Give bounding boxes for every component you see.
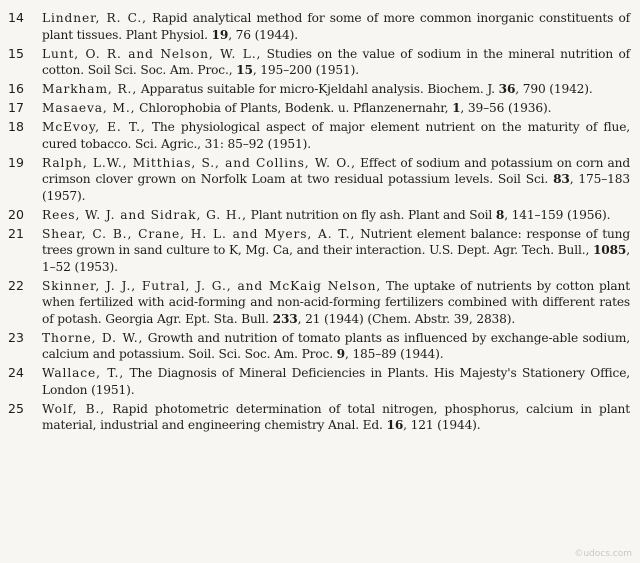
reference-authors: Markham, R., — [42, 82, 138, 96]
reference-authors: Skinner, J. J., Futral, J. G., and McKaig Nelson, — [42, 278, 382, 293]
reference-volume: 9 — [336, 347, 345, 361]
reference-number: 24 — [8, 365, 24, 380]
reference-volume: 19 — [211, 27, 229, 42]
reference-volume: 15 — [236, 63, 253, 77]
reference-number: 19 — [8, 154, 24, 170]
reference-title: Nutrient element balance: response of tung trees grown in sand culture to K, Mg. Ca, and their interaction. U.S. Dept. Agr. Tech. Bull., — [42, 226, 630, 257]
reference-volume: 83 — [553, 172, 570, 186]
reference-authors: Rees, W. J. and Sidrak, G. H., — [42, 207, 247, 222]
reference-pages: , 21 (1944) (Chem. Abstr. 39, 2838). — [297, 311, 516, 326]
reference-item — [6, 401, 630, 434]
reference-pages: , 790 (1942). — [515, 82, 593, 96]
reference-volume: 8 — [495, 207, 505, 222]
reference-authors: McEvoy, E. T., — [42, 120, 146, 134]
reference-authors: Wallace, T., — [42, 366, 125, 380]
reference-number: 14 — [8, 10, 24, 25]
reference-title: The physiological aspect of major element nutrient on the maturity of flue, cured tobacco. Sci. Agric., 31: 85–92 (1951). — [42, 120, 630, 151]
reference-number: 17 — [8, 100, 24, 115]
reference-authors: Wolf, B., — [42, 401, 106, 416]
reference-item — [6, 155, 630, 205]
reference-authors: Lunt, O. R. and Nelson, W. L., — [42, 46, 262, 61]
reference-text — [42, 100, 630, 117]
reference-number: 22 — [8, 277, 24, 293]
reference-authors: Shear, C. B., Crane, H. L. and Myers, A. T., — [42, 226, 356, 241]
reference-pages: , 185–89 (1944). — [345, 347, 444, 361]
reference-item — [6, 330, 630, 363]
reference-item — [6, 100, 630, 117]
reference-authors: Lindner, R. C., — [42, 11, 147, 25]
reference-number: 23 — [8, 329, 24, 345]
reference-text — [42, 119, 630, 152]
reference-pages: , 141–159 (1956). — [504, 207, 611, 222]
reference-volume: 1085 — [592, 243, 627, 257]
reference-number: 25 — [8, 400, 24, 416]
reference-pages: , 1–52 (1953). — [42, 243, 630, 274]
reference-authors: Thorne, D. W., — [42, 330, 144, 345]
watermark: ©udocs.com — [574, 549, 632, 559]
reference-title: Rapid analytical method for some of more common inorganic constituents of plant tissues. Plant Physiol. — [42, 11, 630, 42]
reference-item — [6, 278, 630, 328]
reference-text — [42, 46, 630, 79]
reference-volume: 233 — [272, 311, 298, 326]
reference-item — [6, 81, 630, 98]
reference-item — [6, 46, 630, 79]
reference-volume: 16 — [386, 418, 404, 432]
reference-pages: , 39–56 (1936). — [460, 101, 552, 115]
reference-text — [42, 10, 630, 43]
reference-title: Apparatus suitable for micro-Kjeldahl analysis. Biochem. J. — [137, 82, 499, 96]
reference-item — [6, 119, 630, 152]
reference-pages: , 175–183 (1957). — [42, 172, 630, 203]
reference-text — [42, 278, 630, 328]
reference-title: Growth and nutrition of tomato plants as influenced by exchange-able sodium, calcium and potassium. Soil. Sci. Soc. Am. Proc. — [42, 330, 631, 361]
reference-title: The Diagnosis of Mineral Deficiencies in Plants. His Majesty's Stationery Office, London (1951). — [42, 366, 630, 397]
reference-number: 15 — [8, 45, 24, 61]
reference-text — [42, 207, 630, 224]
reference-number: 16 — [8, 81, 24, 96]
reference-title: Plant nutrition on fly ash. Plant and Soil — [246, 207, 496, 222]
reference-item — [6, 226, 630, 276]
reference-text — [42, 401, 630, 434]
reference-number: 18 — [8, 119, 24, 134]
reference-title: Effect of sodium and potassium on corn and crimson clover grown on Norfolk Loam at two residual potassium levels. Soil Sci. — [42, 155, 631, 186]
reference-number: 20 — [8, 206, 24, 222]
reference-title: The uptake of nutrients by cotton plant when fertilized with acid-forming and non-acid-forming fertilizers combined with different rates of potash. Georgia Agr. Ept. Sta. Bull. — [42, 278, 630, 326]
reference-item — [6, 10, 630, 43]
reference-title: Chlorophobia of Plants, Bodenk. u. Pflanzenernahr, — [135, 101, 453, 115]
reference-text — [42, 155, 630, 205]
reference-number: 21 — [8, 225, 24, 241]
reference-volume: 36 — [498, 82, 516, 96]
reference-title: Rapid photometric determination of total nitrogen, phosphorus, calcium in plant material, industrial and engineering chemistry Anal. Ed. — [42, 401, 631, 432]
reference-title: Studies on the value of sodium in the mineral nutrition of cotton. Soil Sci. Soc. Am. Proc., — [42, 46, 630, 77]
reference-pages: , 76 (1944). — [228, 27, 298, 42]
reference-text — [42, 226, 630, 276]
reference-authors: Ralph, L.W., Mitthias, S., and Collins, W. O., — [42, 155, 356, 170]
reference-text — [42, 330, 630, 363]
reference-text — [42, 81, 630, 98]
reference-pages: , 195–200 (1951). — [252, 63, 359, 77]
reference-volume: 1 — [452, 101, 461, 115]
reference-pages: , 121 (1944). — [403, 418, 481, 432]
reference-text — [42, 365, 630, 398]
reference-item — [6, 365, 630, 398]
reference-authors: Masaeva, M., — [42, 101, 136, 115]
reference-item — [6, 207, 630, 224]
